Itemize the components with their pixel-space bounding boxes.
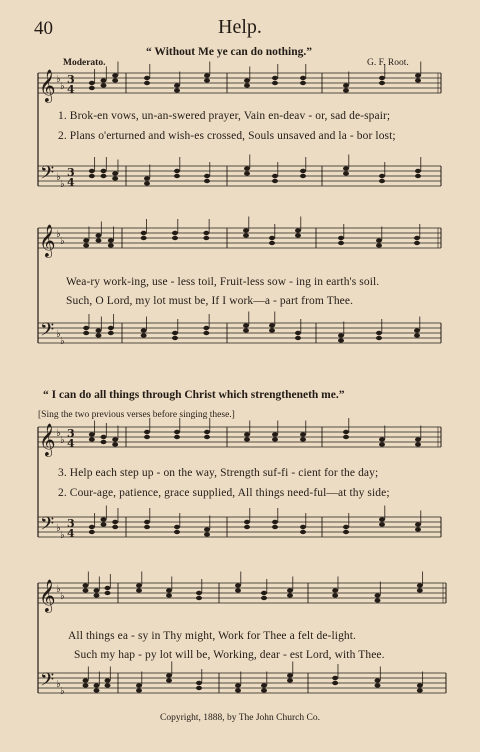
note-head	[375, 678, 381, 682]
note-head	[244, 525, 250, 529]
note-head	[269, 323, 275, 327]
note-head	[338, 333, 344, 337]
lyric-s2-l2-v1: All things ea - sy in Thy might, Work for Thee a felt de-light.	[68, 630, 357, 642]
note-head	[261, 683, 267, 687]
note-head	[89, 437, 95, 441]
key-flat: ♭	[56, 74, 61, 85]
note-head	[172, 236, 178, 240]
note-head	[379, 179, 385, 183]
time-sig-top: 3	[67, 73, 75, 86]
note-head	[338, 236, 344, 240]
note-head	[375, 593, 381, 597]
bass-clef: 𝄢	[40, 514, 55, 539]
note-head	[261, 596, 267, 600]
time-sig-bottom: 4	[67, 527, 75, 540]
note-head	[343, 83, 349, 87]
note-head	[144, 435, 150, 439]
note-head	[235, 588, 241, 592]
note-head	[174, 169, 180, 173]
note-head	[112, 171, 118, 175]
note-head	[112, 73, 118, 77]
note-head	[300, 169, 306, 173]
key-flat: ♭	[60, 81, 65, 92]
note-head	[417, 583, 423, 587]
note-head	[136, 683, 142, 687]
note-head	[272, 81, 278, 85]
note-head	[83, 583, 89, 587]
note-head	[141, 231, 147, 235]
note-head	[83, 331, 89, 335]
note-head	[112, 442, 118, 446]
note-head	[166, 678, 172, 682]
note-head	[101, 517, 107, 521]
note-head	[379, 174, 385, 178]
note-head	[136, 688, 142, 692]
note-head	[379, 437, 385, 441]
page-number: 40	[34, 18, 53, 39]
note-head	[144, 181, 150, 185]
note-head	[174, 525, 180, 529]
note-head	[235, 683, 241, 687]
note-head	[243, 328, 249, 332]
note-head	[196, 686, 202, 690]
key-flat: ♭	[60, 530, 65, 541]
note-head	[174, 83, 180, 87]
note-head	[244, 432, 250, 436]
time-sig-bottom: 4	[67, 437, 75, 450]
note-head	[287, 673, 293, 677]
note-head	[108, 238, 114, 242]
note-head	[338, 241, 344, 245]
note-head	[144, 525, 150, 529]
note-head	[414, 236, 420, 240]
note-head	[375, 683, 381, 687]
hymn-title: Help.	[218, 16, 262, 38]
note-head	[415, 437, 421, 441]
bass-clef: 𝄢	[40, 670, 55, 695]
note-head	[105, 586, 111, 590]
note-head	[204, 430, 210, 434]
note-head	[112, 520, 118, 524]
note-head	[269, 328, 275, 332]
note-head	[94, 588, 100, 592]
key-flat: ♭	[60, 179, 65, 190]
key-flat: ♭	[56, 584, 61, 595]
note-head	[415, 78, 421, 82]
note-head	[83, 238, 89, 242]
note-head	[287, 588, 293, 592]
note-head	[414, 241, 420, 245]
note-head	[415, 169, 421, 173]
note-head	[300, 81, 306, 85]
note-head	[235, 583, 241, 587]
note-head	[244, 78, 250, 82]
time-sig-top: 3	[67, 166, 75, 179]
note-head	[204, 435, 210, 439]
note-head	[295, 336, 301, 340]
note-head	[243, 323, 249, 327]
note-head	[166, 593, 172, 597]
singing-instruction: [Sing the two previous verses before singing these.]	[38, 410, 235, 420]
key-flat: ♭	[60, 236, 65, 247]
note-head	[89, 432, 95, 436]
note-head	[96, 233, 102, 237]
note-head	[89, 530, 95, 534]
note-head	[204, 78, 210, 82]
key-flat: ♭	[56, 229, 61, 240]
note-head	[96, 328, 102, 332]
note-head	[196, 596, 202, 600]
key-flat: ♭	[60, 686, 65, 697]
note-head	[272, 432, 278, 436]
note-head	[300, 437, 306, 441]
note-head	[112, 437, 118, 441]
note-head	[101, 83, 107, 87]
lyric-s1-l1-v1: 1. Brok-en vows, un-an-swered prayer, Vain en-deav - or, sad de-spair;	[58, 110, 391, 122]
note-head	[417, 588, 423, 592]
note-head	[343, 530, 349, 534]
note-head	[174, 174, 180, 178]
note-head	[101, 169, 107, 173]
copyright-notice: Copyright, 1888, by The John Church Co.	[159, 713, 320, 723]
note-head	[166, 673, 172, 677]
note-head	[272, 179, 278, 183]
note-head	[83, 243, 89, 247]
note-head	[174, 530, 180, 534]
note-head	[300, 525, 306, 529]
note-head	[244, 520, 250, 524]
note-head	[174, 435, 180, 439]
treble-clef: 𝄞	[39, 224, 56, 257]
note-head	[272, 525, 278, 529]
note-head	[101, 78, 107, 82]
lyric-s2-l2-v2: Such my hap - py lot will be, Working, dear - est Lord, with Thee.	[74, 649, 385, 661]
note-head	[172, 331, 178, 335]
time-sig-top: 3	[67, 517, 75, 530]
note-head	[415, 73, 421, 77]
note-head	[332, 681, 338, 685]
lyric-s1-l2-v2: Such, O Lord, my lot must be, If I work—a - part from Thee.	[66, 295, 354, 307]
note-head	[141, 328, 147, 332]
note-head	[332, 676, 338, 680]
lyric-s2-l1-v2: 2. Cour-age, patience, grace supplied, All things need-ful—at thy side;	[58, 487, 390, 499]
scripture-quote-2: “ I can do all things through Christ which strengtheneth me.”	[43, 389, 345, 401]
note-head	[94, 688, 100, 692]
note-head	[94, 593, 100, 597]
note-head	[244, 83, 250, 87]
note-head	[287, 593, 293, 597]
key-flat: ♭	[56, 679, 61, 690]
note-head	[244, 437, 250, 441]
note-head	[94, 683, 100, 687]
note-head	[376, 243, 382, 247]
note-head	[343, 171, 349, 175]
key-flat: ♭	[56, 523, 61, 534]
note-head	[204, 532, 210, 536]
note-head	[89, 86, 95, 90]
tempo-marking: Moderato.	[63, 58, 106, 68]
note-head	[136, 588, 142, 592]
key-flat: ♭	[56, 428, 61, 439]
note-head	[172, 336, 178, 340]
note-head	[112, 525, 118, 529]
note-head	[379, 442, 385, 446]
note-head	[174, 430, 180, 434]
note-head	[101, 435, 107, 439]
note-head	[269, 241, 275, 245]
note-head	[89, 174, 95, 178]
note-head	[379, 517, 385, 521]
note-head	[101, 440, 107, 444]
key-flat: ♭	[56, 172, 61, 183]
note-head	[379, 522, 385, 526]
treble-clef: 𝄞	[39, 69, 56, 102]
note-head	[101, 174, 107, 178]
note-head	[243, 228, 249, 232]
note-head	[343, 435, 349, 439]
bass-clef: 𝄢	[40, 320, 55, 345]
note-head	[108, 331, 114, 335]
note-head	[417, 688, 423, 692]
note-head	[83, 678, 89, 682]
note-head	[300, 174, 306, 178]
note-head	[89, 81, 95, 85]
note-head	[141, 236, 147, 240]
note-head	[300, 76, 306, 80]
note-head	[83, 683, 89, 687]
note-head	[343, 166, 349, 170]
note-head	[172, 231, 178, 235]
note-head	[415, 522, 421, 526]
note-head	[243, 233, 249, 237]
note-head	[343, 430, 349, 434]
note-head	[144, 81, 150, 85]
note-head	[417, 683, 423, 687]
time-sig-bottom: 4	[67, 83, 75, 96]
composer-credit: G. F. Root.	[367, 58, 409, 68]
note-head	[379, 81, 385, 85]
note-head	[112, 176, 118, 180]
note-head	[174, 88, 180, 92]
note-head	[112, 78, 118, 82]
note-head	[415, 527, 421, 531]
note-head	[196, 681, 202, 685]
lyric-s1-l2-v1: Wea-ry work-ing, use - less toil, Fruit-less sow - ing in earth's soil.	[66, 276, 380, 288]
note-head	[295, 233, 301, 237]
note-head	[414, 333, 420, 337]
note-head	[105, 683, 111, 687]
note-head	[244, 171, 250, 175]
note-head	[89, 169, 95, 173]
bass-clef: 𝄢	[40, 163, 55, 188]
note-head	[108, 243, 114, 247]
note-head	[83, 326, 89, 330]
treble-clef: 𝄞	[39, 579, 56, 612]
note-head	[244, 166, 250, 170]
time-sig-bottom: 4	[67, 176, 75, 189]
note-head	[287, 678, 293, 682]
note-head	[379, 76, 385, 80]
note-head	[101, 522, 107, 526]
scripture-quote-1: “ Without Me ye can do nothing.”	[146, 46, 313, 58]
note-head	[295, 228, 301, 232]
note-head	[108, 326, 114, 330]
note-head	[415, 442, 421, 446]
note-head	[144, 430, 150, 434]
note-head	[141, 333, 147, 337]
note-head	[269, 236, 275, 240]
note-head	[272, 520, 278, 524]
key-flat: ♭	[60, 435, 65, 446]
key-flat: ♭	[56, 329, 61, 340]
note-head	[376, 331, 382, 335]
note-head	[338, 338, 344, 342]
note-head	[144, 520, 150, 524]
note-head	[89, 525, 95, 529]
note-head	[96, 333, 102, 337]
note-head	[203, 231, 209, 235]
note-head	[343, 88, 349, 92]
note-head	[96, 238, 102, 242]
note-head	[376, 238, 382, 242]
note-head	[203, 236, 209, 240]
note-head	[272, 76, 278, 80]
note-head	[300, 530, 306, 534]
key-flat: ♭	[60, 336, 65, 347]
note-head	[415, 174, 421, 178]
note-head	[261, 591, 267, 595]
note-head	[105, 678, 111, 682]
note-head	[204, 527, 210, 531]
note-head	[144, 76, 150, 80]
note-head	[376, 336, 382, 340]
note-head	[300, 432, 306, 436]
note-head	[144, 176, 150, 180]
note-head	[204, 73, 210, 77]
note-head	[203, 331, 209, 335]
note-head	[196, 591, 202, 595]
treble-clef: 𝄞	[39, 423, 56, 456]
note-head	[166, 588, 172, 592]
note-head	[83, 588, 89, 592]
time-sig-top: 3	[67, 427, 75, 440]
note-head	[272, 437, 278, 441]
note-head	[204, 179, 210, 183]
note-head	[204, 174, 210, 178]
note-head	[105, 591, 111, 595]
note-head	[332, 593, 338, 597]
note-head	[136, 583, 142, 587]
note-head	[235, 688, 241, 692]
note-head	[203, 326, 209, 330]
note-head	[375, 598, 381, 602]
note-head	[261, 688, 267, 692]
key-flat: ♭	[60, 591, 65, 602]
note-head	[332, 588, 338, 592]
lyric-s2-l1-v1: 3. Help each step up - on the way, Strength suf-fi - cient for the day;	[58, 467, 379, 479]
lyric-s1-l1-v2: 2. Plans o'erturned and wish-es crossed, Souls unsaved and la - bor lost;	[58, 130, 396, 142]
note-head	[272, 174, 278, 178]
note-head	[414, 328, 420, 332]
note-head	[343, 525, 349, 529]
note-head	[295, 331, 301, 335]
